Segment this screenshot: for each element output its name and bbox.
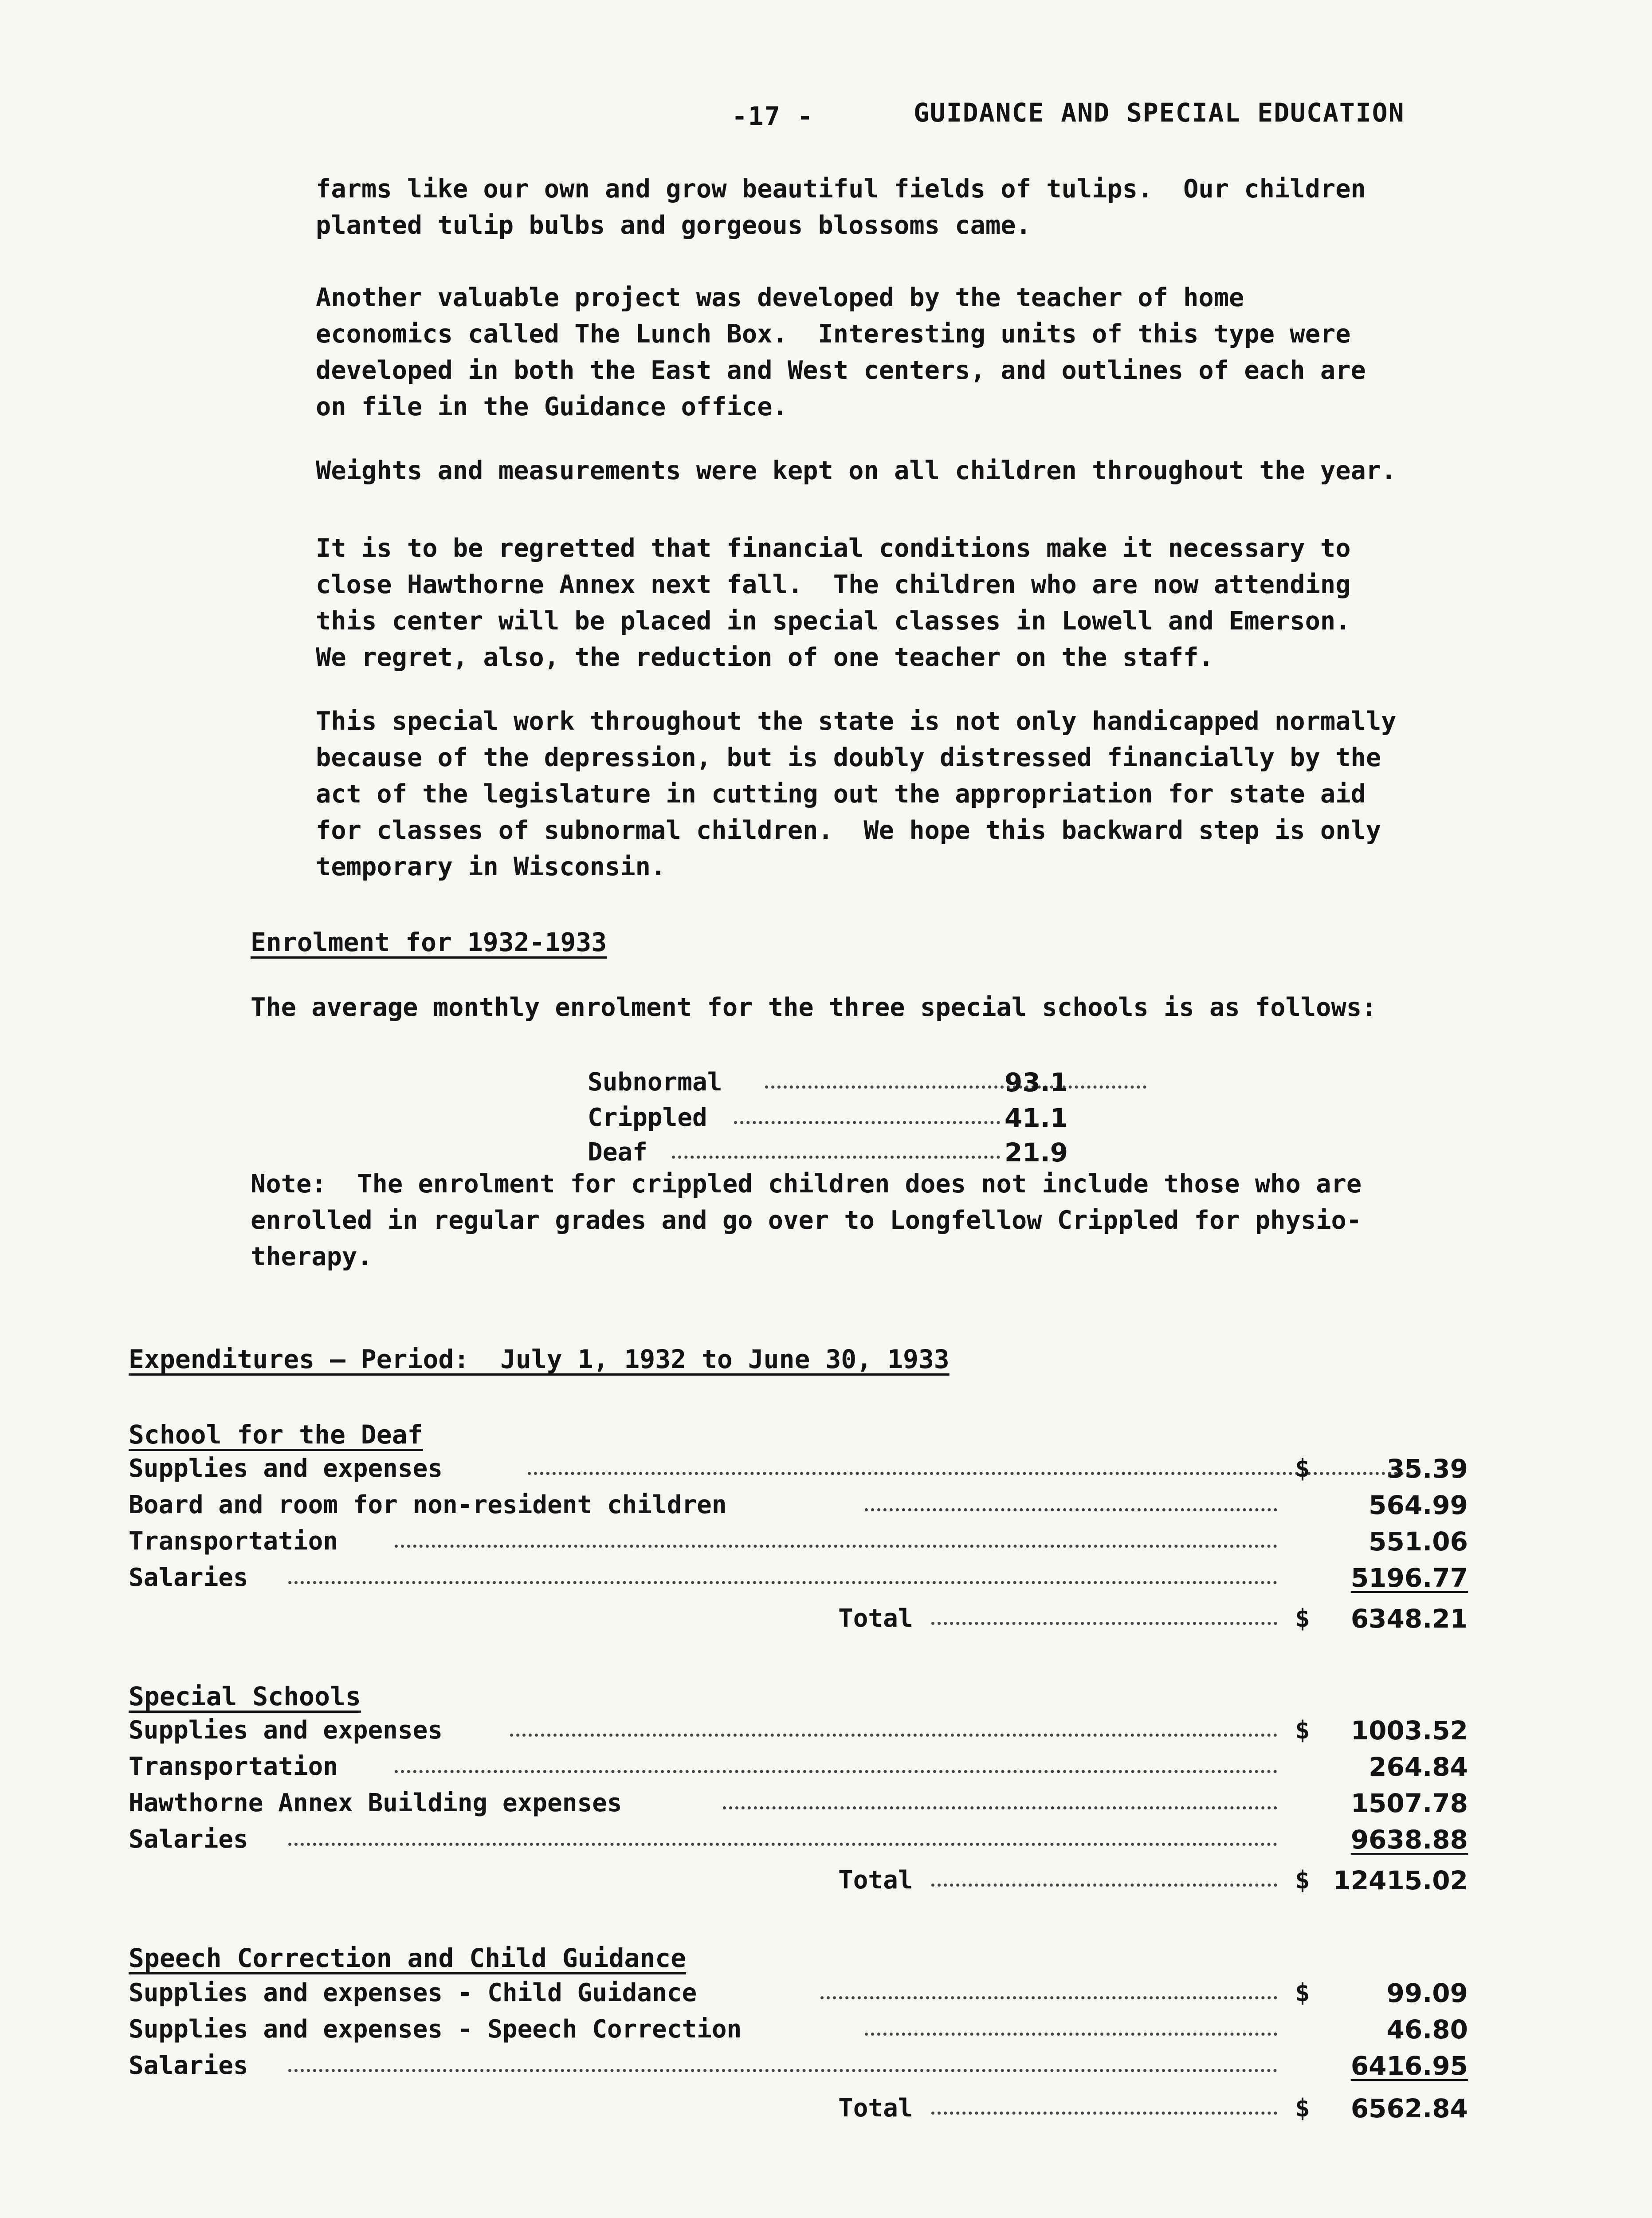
- paragraph-line: We regret, also, the reduction of one teacher on the staff.: [316, 643, 1214, 672]
- amount-text: 46.80: [1386, 2014, 1468, 2045]
- currency-symbol: $: [1295, 1978, 1310, 2007]
- expense-label: Supplies and expenses - Speech Correction: [129, 2015, 742, 2044]
- total-label: Total: [838, 2094, 913, 2123]
- leader-dots: [672, 1120, 1000, 1159]
- enrolment-label: Deaf: [588, 1138, 647, 1167]
- expense-amount: [1351, 1712, 1468, 1749]
- expense-amount: [1369, 1749, 1468, 1785]
- expense-amount: [1369, 1523, 1468, 1560]
- leader-dots: [865, 1996, 1277, 2036]
- leader-dots: [865, 1472, 1277, 1511]
- section-title-speech-guidance: Speech Correction and Child Guidance: [129, 1943, 687, 1973]
- enrolment-value: 21.9: [1005, 1137, 1068, 1168]
- amount-text: 1507.78: [1350, 1788, 1468, 1818]
- paragraph-line: This special work throughout the state is not only handicapped normally: [316, 707, 1397, 736]
- expense-label: Salaries: [129, 1563, 248, 1592]
- total-amount: 6348.21: [1350, 1604, 1468, 1634]
- amount-text: 264.84: [1369, 1752, 1468, 1782]
- total-amount: 12415.02: [1333, 1865, 1468, 1896]
- amount-text: 551.06: [1369, 1526, 1468, 1557]
- currency-symbol: $: [1295, 1716, 1310, 1745]
- total-row: [129, 2090, 1468, 2127]
- total-amount: 6562.84: [1350, 2093, 1468, 2124]
- paragraph-line: for classes of subnormal children. We hope this backward step is only: [316, 816, 1381, 845]
- leader-dots: [931, 1585, 1277, 1625]
- paragraph-line: planted tulip bulbs and gorgeous blossoms came.: [316, 211, 1031, 240]
- expense-label: Supplies and expenses - Child Guidance: [129, 1978, 697, 2007]
- expense-amount: [1369, 1487, 1468, 1523]
- note-line: therapy.: [251, 1242, 373, 1271]
- paragraph-line: developed in both the East and West centers, and outlines of each are: [316, 356, 1366, 385]
- expense-label: Salaries: [129, 2051, 248, 2080]
- expense-label: Supplies and expenses: [129, 1454, 443, 1483]
- enrolment-heading: Enrolment for 1932-1933: [251, 927, 607, 957]
- section-title-deaf: School for the Deaf: [129, 1420, 423, 1450]
- paragraph-weights: [316, 452, 1397, 489]
- paragraph-line: It is to be regretted that financial conditions make it necessary to: [316, 534, 1351, 563]
- expense-label: Transportation: [129, 1527, 338, 1556]
- total-label: Total: [838, 1604, 913, 1633]
- paragraph-line: Another valuable project was developed by the teacher of home: [316, 283, 1244, 312]
- enrolment-intro: [251, 989, 1377, 1026]
- enrolment-row-deaf: [588, 1135, 1089, 1170]
- expense-amount: [1351, 1560, 1468, 1596]
- expense-label: Board and room for non-resident children: [129, 1490, 727, 1519]
- leader-dots: [931, 2075, 1277, 2115]
- paragraph-line: farms like our own and grow beautiful fields of tulips. Our children: [316, 174, 1366, 204]
- amount-text: 35.39: [1386, 1454, 1468, 1484]
- currency-symbol: $: [1295, 1604, 1310, 1633]
- enrolment-note: [251, 1166, 1362, 1275]
- total-row: [129, 1601, 1468, 1637]
- expenditures-heading: Expenditures — Period: July 1, 1932 to June 30, 1933: [129, 1344, 950, 1374]
- leader-dots: [528, 1435, 1410, 1475]
- leader-dots: [288, 2033, 1277, 2072]
- paragraph-hawthorne: [316, 530, 1351, 676]
- leader-dots: [734, 1085, 1000, 1124]
- note-line: enrolled in regular grades and go over to Longfellow Crippled for physio-: [251, 1206, 1362, 1235]
- leader-dots: [765, 1050, 1146, 1089]
- expense-label: Supplies and expenses: [129, 1716, 443, 1745]
- paragraph-line: Weights and measurements were kept on all children throughout the year.: [316, 456, 1397, 485]
- leader-dots: [288, 1806, 1277, 1846]
- paragraph-tulips: [316, 171, 1366, 244]
- paragraph-line: economics called The Lunch Box. Interesting units of this type were: [316, 319, 1351, 349]
- section-title-special-schools: Special Schools: [129, 1681, 361, 1711]
- expense-amount: [1351, 1785, 1468, 1821]
- expense-label: Transportation: [129, 1752, 338, 1781]
- leader-dots: [510, 1697, 1277, 1737]
- total-label: Total: [838, 1866, 913, 1895]
- currency-symbol: $: [1295, 2094, 1310, 2123]
- paragraph-line: because of the depression, but is doubly distressed financially by the: [316, 743, 1381, 772]
- amount-text: 99.09: [1386, 1978, 1468, 2008]
- expense-amount: [1387, 1451, 1468, 1487]
- expense-amount: [1387, 2011, 1468, 2048]
- leader-dots: [395, 1508, 1277, 1548]
- paragraph-lunch-box: [316, 279, 1366, 425]
- enrolment-intro-line: The average monthly enrolment for the three special schools is as follows:: [251, 993, 1377, 1022]
- total-row: [129, 1862, 1468, 1899]
- running-header: GUIDANCE AND SPECIAL EDUCATION: [914, 98, 1405, 128]
- leader-dots: [395, 1734, 1277, 1773]
- paragraph-state-aid: [316, 703, 1397, 885]
- paragraph-line: act of the legislature in cutting out the appropriation for state aid: [316, 779, 1366, 809]
- leader-dots: [820, 1960, 1277, 1999]
- leader-dots: [723, 1770, 1277, 1809]
- enrolment-label: Subnormal: [588, 1068, 722, 1097]
- amount-text: 5196.77: [1350, 1563, 1468, 1593]
- page-number: -17 -: [732, 101, 814, 131]
- expense-amount: [1351, 1821, 1468, 1858]
- enrolment-value: 93.1: [1005, 1067, 1068, 1097]
- currency-symbol: $: [1295, 1866, 1310, 1895]
- paragraph-line: this center will be placed in special classes in Lowell and Emerson.: [316, 606, 1351, 636]
- leader-dots: [288, 1545, 1277, 1584]
- paragraph-line: on file in the Guidance office.: [316, 392, 788, 421]
- enrolment-value: 41.1: [1005, 1103, 1068, 1133]
- leader-dots: [931, 1847, 1277, 1887]
- amount-text: 1003.52: [1350, 1715, 1468, 1746]
- amount-text: 6416.95: [1350, 2051, 1468, 2081]
- paragraph-line: close Hawthorne Annex next fall. The children who are now attending: [316, 570, 1351, 599]
- amount-text: 9638.88: [1350, 1825, 1468, 1855]
- expense-label: Hawthorne Annex Building expenses: [129, 1789, 622, 1817]
- note-line: Note: The enrolment for crippled children does not include those who are: [251, 1169, 1362, 1199]
- paragraph-line: temporary in Wisconsin.: [316, 852, 666, 881]
- amount-text: 564.99: [1369, 1490, 1468, 1520]
- currency-symbol: $: [1295, 1454, 1310, 1483]
- enrolment-label: Crippled: [588, 1103, 707, 1132]
- expense-label: Salaries: [129, 1825, 248, 1854]
- expense-amount: [1351, 2048, 1468, 2084]
- expense-amount: [1387, 1975, 1468, 2011]
